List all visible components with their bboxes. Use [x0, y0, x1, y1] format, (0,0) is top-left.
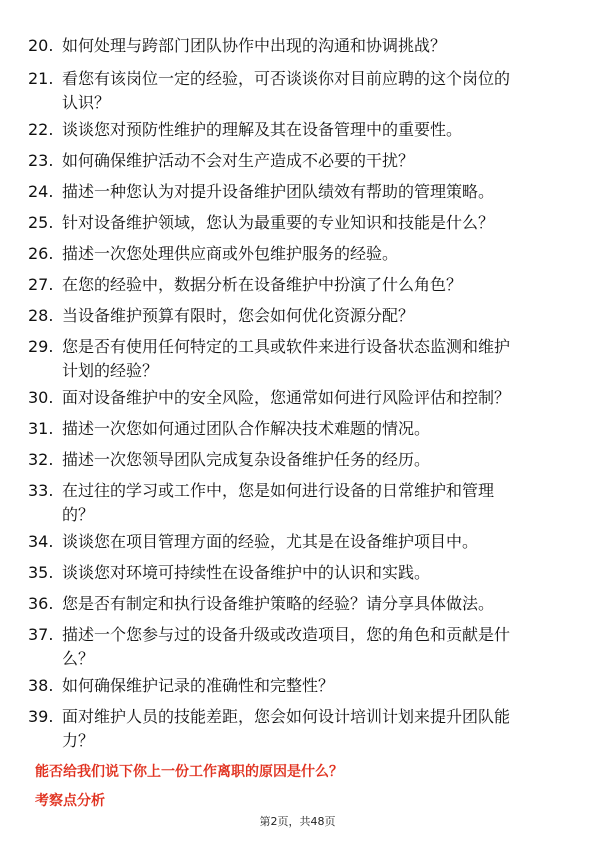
question-text: 看您有该岗位一定的经验，可否谈谈你对目前应聘的这个岗位的 认识？	[62, 69, 511, 112]
highlight-question: 能否给我们说下你上一份工作离职的原因是什么？	[35, 764, 343, 780]
question-text: 您是否有使用任何特定的工具或软件来进行设备状态监测和维护 计划的经验？	[62, 337, 511, 380]
question-item	[28, 149, 568, 173]
question-number: 26.	[28, 244, 54, 263]
question-number: 25.	[28, 213, 54, 232]
question-item	[28, 118, 568, 142]
question-item	[28, 335, 568, 383]
question-number: 36.	[28, 594, 54, 613]
question-text: 描述一次您处理供应商或外包维护服务的经验。	[62, 244, 399, 263]
question-number: 24.	[28, 182, 54, 201]
question-number: 22.	[28, 120, 54, 139]
question-number: 35.	[28, 563, 54, 582]
question-text: 描述一个您参与过的设备升级或改造项目，您的角色和贡献是什 么？	[62, 625, 511, 668]
question-text: 描述一种您认为对提升设备维护团队绩效有帮助的管理策略。	[62, 182, 495, 201]
question-text: 描述一次您如何通过团队合作解决技术难题的情况。	[62, 419, 431, 438]
question-number: 31.	[28, 419, 54, 438]
question-number: 30.	[28, 388, 54, 407]
question-item	[28, 479, 568, 527]
question-item	[28, 242, 568, 266]
question-number: 23.	[28, 151, 54, 170]
question-item	[28, 592, 568, 616]
question-number: 33.	[28, 481, 54, 500]
question-item	[28, 530, 568, 554]
question-text: 如何确保维护活动不会对生产造成不必要的干扰？	[62, 151, 415, 170]
question-text: 谈谈您对预防性维护的理解及其在设备管理中的重要性。	[62, 120, 463, 139]
question-number: 34.	[28, 532, 54, 551]
question-item	[28, 67, 568, 115]
question-text: 针对设备维护领域，您认为最重要的专业知识和技能是什么？	[62, 213, 495, 232]
question-item	[28, 448, 568, 472]
question-item	[28, 304, 568, 328]
question-item	[28, 180, 568, 204]
question-item	[28, 674, 568, 698]
question-text: 如何处理与跨部门团队协作中出现的沟通和协调挑战？	[62, 36, 447, 55]
question-text: 谈谈您在项目管理方面的经验，尤其是在设备维护项目中。	[62, 532, 479, 551]
question-number: 39.	[28, 707, 54, 726]
question-text: 描述一次您领导团队完成复杂设备维护任务的经历。	[62, 450, 431, 469]
question-number: 38.	[28, 676, 54, 695]
question-text: 面对设备维护中的安全风险，您通常如何进行风险评估和控制？	[62, 388, 511, 407]
question-item	[28, 34, 568, 58]
question-number: 20.	[28, 36, 54, 55]
question-item	[28, 211, 568, 235]
question-number: 29.	[28, 337, 54, 356]
question-item	[28, 273, 568, 297]
page-footer: 第2页，共48页	[259, 815, 336, 828]
question-number: 21.	[28, 69, 54, 88]
question-number: 27.	[28, 275, 54, 294]
question-number: 32.	[28, 450, 54, 469]
question-text: 在过往的学习或工作中，您是如何进行设备的日常维护和管理 的？	[62, 481, 495, 524]
analysis-heading: 考察点分析	[35, 793, 105, 809]
question-number: 37.	[28, 625, 54, 644]
question-text: 面对维护人员的技能差距，您会如何设计培训计划来提升团队能 力？	[62, 707, 511, 750]
question-item	[28, 386, 568, 410]
question-number: 28.	[28, 306, 54, 325]
question-item	[28, 561, 568, 585]
question-text: 当设备维护预算有限时，您会如何优化资源分配？	[62, 306, 415, 325]
question-text: 您是否有制定和执行设备维护策略的经验？请分享具体做法。	[62, 594, 495, 613]
question-text: 谈谈您对环境可持续性在设备维护中的认识和实践。	[62, 563, 431, 582]
question-text: 如何确保维护记录的准确性和完整性？	[62, 676, 335, 695]
question-item	[28, 705, 568, 753]
question-item	[28, 623, 568, 671]
question-text: 在您的经验中，数据分析在设备维护中扮演了什么角色？	[62, 275, 463, 294]
question-item	[28, 417, 568, 441]
